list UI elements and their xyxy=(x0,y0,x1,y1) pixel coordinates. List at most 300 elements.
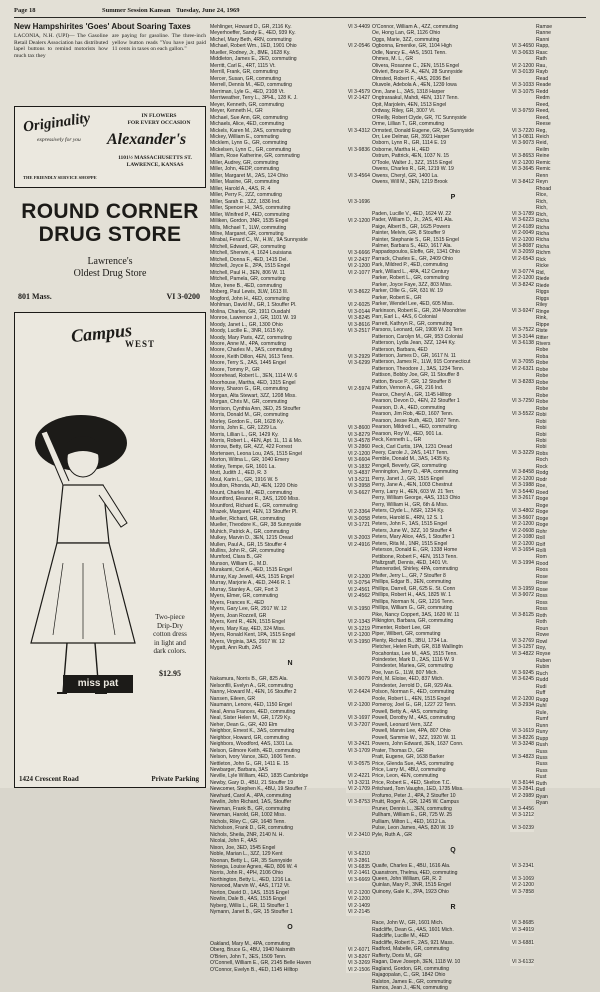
entry-phone: VI 3-1789 xyxy=(511,210,534,217)
entry-name: Polson, Norman F., 4ED, commuting xyxy=(372,689,455,696)
entry-phone: VI 3-6669 xyxy=(347,876,370,883)
entry-phone: VI 2-1200 xyxy=(511,62,534,69)
entry-phone: VI 3-5211 xyxy=(348,476,370,483)
entry-name: Morgan, Chris M., GR, commuting xyxy=(210,399,288,406)
campus-logo-west: WEST xyxy=(125,339,156,349)
directory-entry: Roth xyxy=(536,619,547,626)
alexanders-flower-ad xyxy=(14,106,206,188)
entry-name: Motley, Tempe, GR, 1601 La. xyxy=(210,463,276,470)
entry-phone: VI 3-4312 xyxy=(347,127,370,134)
entry-phone: VI 3-8125 xyxy=(511,611,534,618)
entry-name: Pulse, Leon James, 4AS, 820 W. 19 xyxy=(372,825,454,832)
entry-name: Radford, Mabelle, GR, commuting xyxy=(372,946,450,953)
ad-shop-name: Alexander's xyxy=(107,131,187,148)
entry-phone: VI 2-2437 xyxy=(347,256,370,263)
directory-entry: Rich, xyxy=(536,198,548,205)
entry-name: Neighbors, Woodford, 4AS, 1301 La. xyxy=(210,741,294,748)
entry-phone: VI 2-1200 xyxy=(347,632,370,639)
entry-name: Mountford, Eleanor R., 3AS, 1200 Miss. xyxy=(210,496,300,503)
entry-name: Oberg, Bruce G., 4BU, 1940 Naismith xyxy=(210,947,296,954)
directory-entry: Rom xyxy=(536,554,547,561)
ad-drug-subtitle xyxy=(14,256,206,280)
entry-phone: VI 3-9073 xyxy=(511,140,534,147)
entry-phone: VI 2-1409 xyxy=(347,902,370,909)
entry-phone: VI 3-9072 xyxy=(511,592,534,599)
entry-phone: VI 3-1069 xyxy=(511,876,534,882)
entry-name: Nelsonfili, Evelyn A., GR, commuting xyxy=(210,682,293,689)
entry-phone: VI 3-5440 xyxy=(511,488,534,495)
directory-entry: Roge xyxy=(536,496,549,503)
directory-entry: Riggs xyxy=(536,289,550,296)
entry-name: Paden, Lucille V., 4ED, 1624 W. 22 xyxy=(372,210,452,217)
entry-name: Myers, Gary Lee, GR, 2917 W. 12 xyxy=(210,606,287,613)
entry-name: Osborn, Lynn R., GR, 1114 E. 19 xyxy=(372,140,447,147)
directory-entry: Rippe xyxy=(536,321,550,328)
directory-entry: Rudd xyxy=(536,677,549,684)
directory-entry: Riede xyxy=(536,276,550,283)
entry-name: Olmsted, Robert F., 4AS, 2036 Bel xyxy=(372,75,450,82)
entry-name: Mueller, Theodore K., GR, 38 Sunnyside xyxy=(210,522,302,529)
entry-name: Queen, John William, GR, R. 2 xyxy=(372,876,442,882)
directory-entry: Robe xyxy=(536,386,549,393)
entry-name: Newman, Harold, GR, 1002 Miss. xyxy=(210,812,286,819)
entry-name: Patterson, Carolyn M., GR, 953 Colonial xyxy=(372,333,463,340)
entry-name: Mrazek, Margaret, 4EN, 13 Stouffer Pl. xyxy=(210,509,298,516)
directory-entry: Roy, xyxy=(536,645,547,651)
entry-name: Peters, June W., 3ZZ, 10 Stouffer 4 xyxy=(372,527,452,534)
directory-letter-heading: R xyxy=(450,903,456,911)
ad-drug-title-line2: DRUG STORE xyxy=(38,223,182,246)
directory-entry: Ruth xyxy=(536,780,547,787)
directory-entry: Ruben xyxy=(536,657,552,664)
directory-entry: Robe xyxy=(536,379,549,386)
directory-entry: Reid, xyxy=(536,140,548,147)
entry-name: Murakami, Cori A., 4ED, 1515 Engel xyxy=(210,567,292,574)
entry-phone: VI 2-6189 xyxy=(511,223,534,230)
entry-name: Miller, Audrey, GR, commuting xyxy=(210,159,279,166)
campus-address: 1424 Crescent Road xyxy=(19,775,79,783)
entry-phone: VI 3-0633 xyxy=(511,49,534,56)
entry-phone: VI 3-7250 xyxy=(511,398,534,405)
entry-name: Pennington, Jerry D., 4PA, commuting xyxy=(372,469,459,476)
entry-phone: VI 2-1506 xyxy=(347,966,370,973)
entry-phone: VI 2-6071 xyxy=(347,947,370,954)
entry-name: Murray, Marjorie A., 4ED, 2446 R. 1 xyxy=(210,580,291,587)
entry-name: Mirabal, Ferard C., W., H.W., 9A Sunnyside xyxy=(210,237,308,244)
entry-phone: VI 3-1721 xyxy=(347,522,370,529)
entry-name: Perry, Larry H., 4EN, 603 W. 21 Terr. xyxy=(372,488,455,495)
entry-name: Perry, William George, 4AS, 1313 Ohio xyxy=(372,495,461,502)
entry-name: Norwood, Marvin W., 4AS, 1712 Vt. xyxy=(210,883,291,890)
entry-name: Nicolai, John F., 4AS xyxy=(210,838,257,845)
entry-name: Neville, Lyle William, 4ED, 1835 Cambridge xyxy=(210,773,309,780)
entry-phone: VI 3-1654 xyxy=(511,547,534,554)
entry-name: Morgan, Alta Stewart, 3ZZ, 1208 Miss. xyxy=(210,392,297,399)
entry-name: Orr, Lee Delmar, GR, 3921 Harper xyxy=(372,133,450,140)
entry-name: Paige, Albert B., GR, 1625 Powers xyxy=(372,223,451,230)
entry-phone: VI 2-1709 xyxy=(347,786,370,793)
directory-entry: Reed, xyxy=(536,108,550,115)
directory-entry: Russ xyxy=(536,754,548,761)
entry-name: Newhard, Carol A., 4PA, commuting xyxy=(210,792,292,799)
entry-name: Peters, John F., 1AS, 1515 Engel xyxy=(372,521,448,528)
entry-name: Price, Larry M., 4BU, commuting xyxy=(372,766,446,773)
miss-pat-brand: miss pat xyxy=(63,675,133,693)
entry-name: Park, Willard L., 4PA, 412 Century xyxy=(372,268,450,275)
directory-entry: Ritter xyxy=(536,334,549,341)
entry-phone: VI 3-1033 xyxy=(511,82,534,89)
entry-name: Meyer, Kenneth, GR, commuting xyxy=(210,101,284,108)
entry-phone: VI 3-3144 xyxy=(511,333,534,340)
entry-phone: VI 3-2934 xyxy=(511,702,534,709)
entry-phone: VI 3-1959 xyxy=(511,585,534,592)
entry-name: Mulkey, Marvin D., 3EN, 1215 Oread xyxy=(210,535,293,542)
entry-phone: VI 3-3269 xyxy=(347,960,370,967)
entry-name: Phillips, Edgar B., 3EN, commuting xyxy=(372,579,452,586)
entry-phone: VI 3-2841 xyxy=(511,786,534,793)
entry-phone: VI 2-4561 xyxy=(347,586,370,593)
entry-phone: VI 2-1077 xyxy=(347,269,370,276)
issue-date: Tuesday, June 24, 1969 xyxy=(176,7,240,14)
entry-name: O'Toole, Walter J., 3ZZ, 1515 Engel xyxy=(372,159,453,166)
directory-entry: Rupp xyxy=(536,735,549,742)
entry-phone: VI 3-8458 xyxy=(511,469,534,476)
entry-name: Naumann, Lenore, 4ED, 1150 Engel xyxy=(210,702,292,709)
directory-entry: Riley xyxy=(536,302,548,309)
entry-phone: VI 3-8144 xyxy=(511,779,534,786)
directory-entry: Robi xyxy=(536,431,547,438)
entry-name: Price, Robert E., 4ED, Skelton T.C. xyxy=(372,779,451,786)
directory-entry xyxy=(210,651,370,657)
directory-entry: Russ xyxy=(536,748,548,755)
directory-entry: Robe xyxy=(536,405,549,412)
entry-name: Myers, Frances K., 4ED xyxy=(210,599,265,606)
entry-name: Pulliam, Milton L., 4ED, 1612 La. xyxy=(372,818,447,825)
entry-phone: VI 3-2421 xyxy=(347,741,370,748)
directory-column-3 xyxy=(536,24,600,807)
entry-name: Peck, Carl Curtis, 1PA, 1231 Oread xyxy=(372,443,453,450)
entry-name: Mumford, Clara B., GR xyxy=(210,554,262,561)
entry-phone: VI 3-1219 xyxy=(347,625,370,632)
ad-shop-address: 1101½ MASSACHUSETTS ST. LAWRENCE, KANSAS xyxy=(118,155,192,168)
entry-name: Moore, Tommy P., GR xyxy=(210,366,260,373)
entry-name: Oakland, Mary M., 4PA, commuting xyxy=(210,940,291,947)
entry-name: Peterson, Donald E., GR, 1338 Home xyxy=(372,547,458,554)
entry-name: Owens, Cheryl, GR, 1400 La. xyxy=(372,172,439,179)
entry-phone: VI 3-6835 xyxy=(347,864,370,870)
entry-name: Race, John W., GR, 1601 Mich. xyxy=(372,920,444,927)
directory-entry: Rohr xyxy=(536,528,548,535)
directory-letter-heading: Q xyxy=(450,846,456,854)
entry-name: Noriega, Louise Agnes, 4ED, 806 W. 4 xyxy=(210,864,297,870)
directory-entry: Rowl xyxy=(536,638,548,645)
entry-name: Mohlman, David M., GR, 1 Stouffer Pl. xyxy=(210,302,297,309)
entry-phone: VI 2-1200 xyxy=(511,475,534,482)
entry-phone: VI 3-1257 xyxy=(511,644,534,651)
entry-phone: VI 3-2617 xyxy=(511,495,534,502)
entry-name: Pearson, D. A., 4ED, commuting xyxy=(372,404,446,411)
directory-entry: Richm xyxy=(536,250,551,257)
entry-name: Pattison, Bobby Joe, GR, 11 Stouffer 8 xyxy=(372,372,460,379)
entry-phone: VI 3-0139 xyxy=(511,69,534,76)
entry-name: Michaels, Alice, 4ED, commuting xyxy=(210,121,285,128)
entry-phone: VI 3-8279 xyxy=(347,431,370,438)
entry-name: Patterson, Theodore J., 3AS, 1234 Tenn. xyxy=(372,365,465,372)
directory-entry: Rudi xyxy=(536,683,547,690)
entry-name: Moorhouse, Martha, 4ED, 1315 Engel xyxy=(210,379,296,386)
entry-name: Newbarger, Barbara, 3AS xyxy=(210,766,269,773)
entry-name: Poindexter, Mariea, GR, commuting xyxy=(372,663,453,670)
entry-name: Poindexter, Mark D., 2AS, 1116 W. 9 xyxy=(372,657,455,663)
entry-phone: VI 2-1200 xyxy=(511,159,534,166)
directory-entry: Rolf xyxy=(536,541,546,548)
entry-name: Michael, Robert Wm., 1ED, 1901 Ohio xyxy=(210,43,297,50)
entry-phone: VI 3-7207 xyxy=(347,721,370,728)
entry-name: Mercer, Susan, GR, commuting xyxy=(210,75,282,82)
entry-name: Noonan, Betty L., GR, 35 Sunnyside xyxy=(210,857,293,864)
entry-name: Mitchell, Edward, GR, commuting xyxy=(210,243,286,250)
entry-phone: VI 2-1200 xyxy=(511,695,534,702)
entry-name: O'Connor, Evelyn B., 4ED, 1145 Hilltop xyxy=(210,966,298,973)
entry-name: Mullen, Paul A., GR, 15 Stouffer 4 xyxy=(210,541,287,548)
entry-name: Nelson, Gilmore Keith, 4ED, commuting xyxy=(210,747,301,754)
entry-name: Patton, Vernon A., GR, 216 Ind. xyxy=(372,385,444,392)
entry-name: Meyer, Kenneth H., GR xyxy=(210,108,263,115)
entry-name: Park, Mildred P., 4ED, commuting xyxy=(372,262,449,269)
directory-entry: Reyn xyxy=(536,179,548,186)
entry-name: Moore, Charles M., 3AS, commuting xyxy=(210,347,293,354)
directory-entry: Rich, xyxy=(536,211,548,218)
round-corner-drug-ad xyxy=(14,192,206,310)
directory-entry: Ranne xyxy=(536,30,552,37)
directory-entry: Redm xyxy=(536,95,550,102)
entry-name: Mygatt, Ann Ruth, 2AS xyxy=(210,645,262,651)
entry-name: Nanny, Howard M., 4EN, 16 Stouffer 2 xyxy=(210,689,297,696)
entry-phone: VI 3-8616 xyxy=(347,321,370,328)
directory-entry: Riggs xyxy=(536,295,550,302)
entry-name: Moody, Lucille E., 3NR, 1615 Ky. xyxy=(210,328,284,335)
entry-phone: VI 3-6666 xyxy=(347,250,370,257)
entry-phone: VI 3-8685 xyxy=(511,920,534,927)
entry-name: Peters, Clyde L., NSR, 1234 Ky. xyxy=(372,508,445,515)
entry-name: Osborne, Martha H., 4ED xyxy=(372,146,430,153)
entry-name: Morrow, Betty, GR, 4ZZ, 422 Forrest xyxy=(210,444,292,451)
entry-name: Morris, John E., GR, 1229 La. xyxy=(210,425,278,432)
entry-name: Munson, William G., M.D. xyxy=(210,560,268,567)
entry-phone: VI 3-7055 xyxy=(511,359,534,366)
entry-phone: VI 3-0774 xyxy=(511,268,534,275)
entry-phone: VI 2-1200 xyxy=(511,882,534,889)
entry-name: Poindexter, Jerrold D., GR, 929 Ala. xyxy=(372,682,453,689)
entry-name: Perry, Janet J., GR, 1515 Engel xyxy=(372,475,444,482)
entry-phone: VI 2-6424 xyxy=(347,689,370,696)
directory-entry: Roth xyxy=(536,612,547,619)
entry-name: Middleton, James E., 2ED, commuting xyxy=(210,56,297,63)
entry-name: Mitchell, Joyce E., 2PA, 1515 Engel xyxy=(210,263,291,270)
entry-name: Patterson, James R., 1LW, 915 Connecticut xyxy=(372,359,471,366)
directory-entry: Read xyxy=(536,75,549,82)
entry-phone: VI 3-4837 xyxy=(347,470,370,477)
directory-entry: Ross xyxy=(536,599,548,606)
directory-letter-heading: P xyxy=(450,194,456,202)
entry-phone: VI 2-1200 xyxy=(347,450,370,457)
entry-name: Opit, Marjolein, 4EN, 1513 Engel xyxy=(372,101,447,108)
entry-name: O'Connor, William A., 4ZZ, commuting xyxy=(372,24,459,30)
entry-name: Newlin, John Richard, 1AS, Stouffer xyxy=(210,799,292,806)
directory-entry: Redd xyxy=(536,88,549,95)
directory-entry: Robe xyxy=(536,360,549,367)
entry-name: Pfannenstiel, Shirley, 4PA, commuting xyxy=(372,566,458,573)
page-header xyxy=(14,6,586,18)
directory-entry: Richa xyxy=(536,243,550,250)
entry-name: Mueller, Richard, GR, commuting xyxy=(210,515,286,522)
entry-phone: VI 3-3248 xyxy=(511,741,534,748)
entry-name: Pearson, Jim Rob, 4ED, 1607 Tenn. xyxy=(372,411,454,418)
entry-phone: VI 3-8242 xyxy=(511,281,534,288)
entry-name: Pearson, Jesse Ruth, 4ED, 1607 Tenn. xyxy=(372,417,460,424)
entry-name: Pearce, Cheryl A., GR, 1145 Hilltop xyxy=(372,391,452,398)
directory-entry: Rhoad xyxy=(536,185,552,192)
entry-phone: VI 2-0608 xyxy=(511,527,534,534)
entry-name: Noble, Marian L., 3ZZ, 129 Kent xyxy=(210,851,283,858)
directory-entry: Reilm xyxy=(536,146,550,153)
entry-phone: VI 3-1212 xyxy=(511,812,534,819)
entry-name: Neighbor, Ernest K., 3AS, commuting xyxy=(210,728,295,735)
directory-entry: Rubin xyxy=(536,664,550,671)
entry-name: Plenty, Richard B., 3BU, 1734 La. xyxy=(372,637,448,644)
entry-phone: VI 3-0811 xyxy=(512,133,534,140)
entry-name: Norton, David D., 1AS, 1515 Engel xyxy=(210,889,289,896)
directory-entry: Rid, xyxy=(536,269,546,276)
entry-phone: VI 3-4578 xyxy=(347,438,370,444)
entry-name: Parsons, Leonard, GR, 1908 W. 21 Tern xyxy=(372,327,463,334)
entry-name: Pomeroy, Joel G., GR, 1227 22 Tenn. xyxy=(372,702,457,709)
entry-phone: VI 3-0575 xyxy=(347,760,370,767)
directory-entry: Rutl xyxy=(536,787,546,794)
entry-name: Pocahontas, Lee M., 4AS, 1515 Tenn. xyxy=(372,650,458,657)
entry-phone: VI 3-7522 xyxy=(511,327,534,334)
entry-name: Miller, Margaret M., 2AS, 124 Ohio xyxy=(210,172,289,179)
entry-name: Murray, Stanley A., GR, Fort 3 xyxy=(210,586,278,593)
directory-entry: Reed, xyxy=(536,101,550,108)
entry-name: Quaife, Charles E., 4BU, 1616 Ala. xyxy=(372,863,451,870)
entry-name: Phillips, Norman N., GR, 1216 Tenn. xyxy=(372,598,455,605)
entry-phone: VI 3-3645 xyxy=(511,166,534,173)
entry-phone: VI 3-3958 xyxy=(347,483,370,490)
directory-entry: Ringe xyxy=(536,308,550,315)
entry-name: Radcliffe, Lucille M., 4ED xyxy=(372,933,429,940)
entry-name: Morris, Robert L., 4EN, Apt. 1L, 11 & Mo. xyxy=(210,438,303,444)
entry-name: Miller, John, 4EDP, commuting xyxy=(210,166,279,173)
directory-entry: Robe xyxy=(536,399,549,406)
entry-name: Olivieri, Bruce R. A., 4EN, 28 Sunnyside xyxy=(372,69,463,76)
entry-phone: VI 3-4456 xyxy=(511,805,534,812)
directory-entry: Russ xyxy=(536,761,548,768)
directory-entry: Rust xyxy=(536,774,547,781)
entry-name: Myers, Elmer, GR, commuting xyxy=(210,593,278,600)
ad-drug-subtitle-line2: Oldest Drug Store xyxy=(73,268,147,279)
entry-name: Myers, Ronald Kent, 1PA, 1515 Engel xyxy=(210,632,296,639)
entry-name: Merritt, Carl E., 4RT, 1115 Vt. xyxy=(210,62,276,69)
directory-entry: Rath xyxy=(536,56,547,63)
ad-originality: Originality xyxy=(22,110,92,136)
entry-name: Mott, Judith J., 4ED, R. 3 xyxy=(210,470,267,477)
entry-phone: VI 3-6132 xyxy=(511,959,534,966)
entry-name: Merrell, Dennis M., 4ED, commuting xyxy=(210,82,292,89)
entry-name: Nixon, Joe, 3ED, 1545 Engel xyxy=(210,844,276,851)
entry-name: Mize, Irene B., 4ED, commuting xyxy=(210,282,282,289)
ad-in-flowers: IN FLOWERS FOR EVERY OCCASION xyxy=(127,113,191,126)
ad-drug-title xyxy=(14,200,206,246)
directory-entry: Rock xyxy=(536,463,548,470)
directory-entry: Roun xyxy=(536,625,549,632)
directory-entry: Reich xyxy=(536,133,550,140)
directory-entry: Reese xyxy=(536,121,551,128)
directory-entry: Rolli xyxy=(536,547,546,554)
entry-phone: VI 3-1950 xyxy=(347,606,370,613)
entry-phone: VI 3-5607 xyxy=(511,514,534,521)
entry-name: Mitchell, Paul H., 3EN, 806 W. 11 xyxy=(210,269,285,276)
ad-drug-address: 801 Mass. xyxy=(18,292,52,301)
entry-name: Powell, Betty A., 4AS, commuting xyxy=(372,708,448,715)
entry-phone: VI 3-8283 xyxy=(511,378,534,385)
entry-name: Mehlinger, Howard D., GR, 2116 Ky. xyxy=(210,24,292,30)
entry-phone: VI 2-4562 xyxy=(347,593,370,600)
entry-name: Patton, Bruce P., GR, 12 Stouffer 8 xyxy=(372,378,451,385)
entry-phone: VI 3-9079 xyxy=(347,676,370,683)
entry-name: Parr, Earl L., 4AS, 6 Colonial xyxy=(372,314,437,321)
entry-name: Rafferty, Doris M., GR xyxy=(372,952,422,959)
directory-entry: Reade xyxy=(536,82,552,89)
directory-entry: Richa xyxy=(536,218,550,225)
entry-name: Moody, Janet L., GR, 1300 Ohio xyxy=(210,321,283,328)
entry-name: Mogford, John H., 4ED, commuting xyxy=(210,295,290,302)
campus-west-ad xyxy=(14,312,206,788)
directory-entry: Royse xyxy=(536,651,551,658)
entry-name: Piper, Wilbert, GR, commuting xyxy=(372,631,441,638)
entry-phone: VI 3-4650 xyxy=(511,43,534,50)
entry-name: Painter, Melvin, GR, 8 Stouffer 9 xyxy=(372,230,445,237)
entry-phone: VI 3-5522 xyxy=(511,411,534,418)
directory-entry: Robe xyxy=(536,373,549,380)
entry-phone: VI 3-9245 xyxy=(511,669,534,676)
entry-name: Milliken, Gordon, 3NR, 1535 Engel xyxy=(210,218,289,225)
entry-phone: VI 2-1200 xyxy=(347,263,370,270)
entry-name: Pletcher, Helen Ruth, GR, 818 Wallingtn xyxy=(372,644,463,651)
entry-phone: VI 2-1200 xyxy=(347,896,370,903)
entry-name: Merrill, Frank, GR, commuting xyxy=(210,69,278,76)
entry-name: Nichols, Sheila, 2NR, 2140 N. H. xyxy=(210,831,284,838)
entry-name: Rajagopalan, C., GR, 1842 Ohio xyxy=(372,972,446,979)
entry-phone: VI 3-2860 xyxy=(347,444,370,451)
entry-phone: VI 3-8226 xyxy=(511,734,534,741)
entry-phone: VI 3-6881 xyxy=(511,939,534,946)
entry-name: Powell, Leonard Vern, 3ZZ xyxy=(372,721,433,728)
entry-name: Price, Leon, 4EN, commuting xyxy=(372,773,439,780)
directory-entry: Rugg xyxy=(536,696,549,703)
entry-phone: VI 3-6210 xyxy=(347,851,370,858)
entry-name: Micklem, Lynn G., GR, commuting xyxy=(210,140,288,147)
newspaper-name: Summer Session Kansan xyxy=(102,7,171,14)
entry-phone: VI 3-6223 xyxy=(511,217,534,224)
directory-entry: Riede xyxy=(536,282,550,289)
entry-phone: VI 3-1697 xyxy=(347,715,370,722)
directory-entry: Robi xyxy=(536,418,547,425)
campus-logo: Campus xyxy=(70,319,133,347)
entry-phone: VI 2-1427 xyxy=(347,95,370,102)
entry-name: Mortensen, Leona Lou, 2AS, 1515 Engel xyxy=(210,450,303,457)
entry-name: Newman, Frank B., GR, commuting xyxy=(210,805,291,812)
